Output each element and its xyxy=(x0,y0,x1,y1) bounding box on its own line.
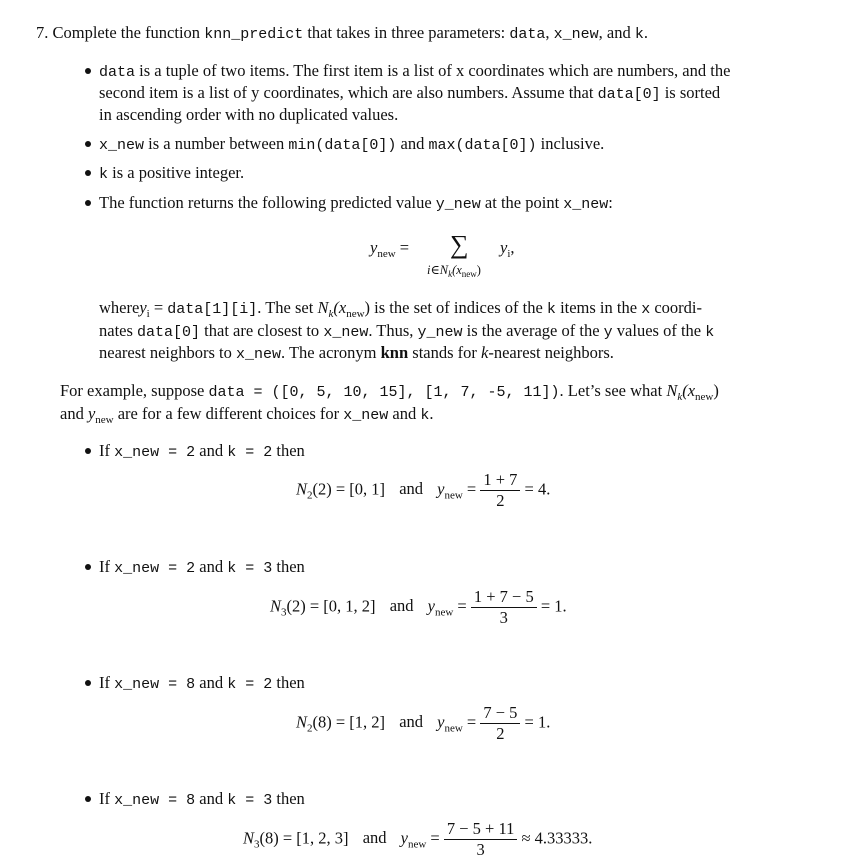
code: k = 2 xyxy=(227,676,273,693)
sigma-index xyxy=(427,262,481,279)
var: k xyxy=(481,343,489,362)
text: . Let’s see what xyxy=(559,381,667,400)
text: For example, suppose xyxy=(60,381,209,400)
text: and xyxy=(396,134,429,153)
result: = 1. xyxy=(540,596,567,616)
text: . Thus, xyxy=(368,321,418,340)
text: that are closest to xyxy=(200,321,324,340)
set: (8) = [1, 2, 3] xyxy=(259,828,349,848)
code: x_new = 2 xyxy=(114,444,196,461)
bullet-dot xyxy=(85,564,91,570)
subscript: i xyxy=(507,248,511,260)
subscript: k xyxy=(677,391,683,403)
text: and xyxy=(195,441,228,460)
formula-lhs xyxy=(370,238,409,260)
paren: ) xyxy=(713,381,719,400)
where-line3 xyxy=(99,343,614,363)
bullet3 xyxy=(99,163,244,183)
text: coordi- xyxy=(650,298,702,317)
denominator: 2 xyxy=(480,490,520,511)
text: and xyxy=(195,789,228,808)
equals: = xyxy=(430,828,440,848)
text: and xyxy=(389,596,414,616)
text: nearest neighbors to xyxy=(99,343,237,362)
code: x_new = 8 xyxy=(114,676,196,693)
param-data: data xyxy=(509,26,546,43)
sigma-symbol: ∑ xyxy=(450,230,469,259)
text: . The acronym xyxy=(281,343,381,362)
comma: , xyxy=(510,238,515,257)
result: ≈ 4.33333. xyxy=(521,828,593,848)
code: k = 3 xyxy=(227,560,273,577)
example-line1 xyxy=(60,381,719,403)
bold-term: knn xyxy=(380,343,409,362)
text: then xyxy=(272,789,305,808)
example-line2 xyxy=(60,404,434,426)
subscript: k xyxy=(448,269,453,279)
var: y xyxy=(500,238,508,257)
bullet1-line2 xyxy=(99,83,720,103)
numerator: 1 + 7 xyxy=(483,470,518,489)
text: second item is a list of y coordinates, which are also numbers. Assume that xyxy=(99,83,598,102)
subscript: k xyxy=(328,308,334,320)
subscript: new xyxy=(444,489,463,502)
text: and xyxy=(388,404,421,423)
case3-condition xyxy=(99,673,305,693)
case1-condition xyxy=(99,441,305,461)
text: and xyxy=(195,557,228,576)
param-xnew: x_new xyxy=(553,26,599,43)
text: and xyxy=(362,828,387,848)
subscript: 3 xyxy=(281,606,287,619)
text: If xyxy=(99,673,115,692)
var: y xyxy=(400,828,408,848)
subscript: 2 xyxy=(307,722,313,735)
code: k = 2 xyxy=(227,444,273,461)
code: x_new xyxy=(343,407,389,424)
var: y xyxy=(370,238,378,257)
period: . xyxy=(643,23,649,42)
denominator: 2 xyxy=(480,723,520,744)
text: inclusive. xyxy=(536,134,605,153)
text: then xyxy=(272,673,305,692)
code: x_new xyxy=(563,196,609,213)
arg: (x xyxy=(682,381,696,400)
equals: = xyxy=(399,238,410,257)
text: If xyxy=(99,789,115,808)
fraction xyxy=(444,819,518,860)
index: i∈N xyxy=(427,263,449,277)
equals: = xyxy=(457,596,467,616)
text: then xyxy=(272,441,305,460)
text: is the average of the xyxy=(462,321,604,340)
equals: = xyxy=(466,479,477,499)
intro-text-2: that takes in three parameters: xyxy=(303,23,510,42)
fraction xyxy=(480,703,520,744)
var: y xyxy=(437,479,445,499)
code: x_new = 2 xyxy=(114,560,196,577)
code: k xyxy=(99,166,109,183)
code: data = ([0, 5, 10, 15], [1, 7, -5, 11]) xyxy=(208,384,560,401)
code: k xyxy=(420,407,430,424)
text: stands for xyxy=(408,343,482,362)
question-heading xyxy=(36,23,648,43)
text: then xyxy=(272,557,305,576)
text: : xyxy=(608,193,613,212)
denominator: 3 xyxy=(444,839,518,860)
question-number: 7. xyxy=(36,23,49,42)
sep: , xyxy=(545,23,554,42)
subscript: 2 xyxy=(307,489,313,502)
set: (2) = [0, 1, 2] xyxy=(286,596,376,616)
text: is sorted xyxy=(660,83,721,102)
param-k: k xyxy=(634,26,644,43)
bullet1-line1 xyxy=(99,61,730,81)
paren: ) xyxy=(364,298,371,317)
bullet-dot xyxy=(85,448,91,454)
text: is a positive integer. xyxy=(108,163,245,182)
var: N xyxy=(296,712,308,732)
code: y_new xyxy=(417,324,463,341)
code: k xyxy=(705,324,715,341)
numerator: 1 + 7 − 5 xyxy=(473,587,534,606)
bullet1-line3: in ascending order with no duplicated values. xyxy=(99,105,399,124)
fraction xyxy=(471,587,537,628)
arg: (x xyxy=(452,263,462,277)
var: y xyxy=(437,712,445,732)
text: and xyxy=(195,673,228,692)
text: are for a few different choices for xyxy=(113,404,344,423)
result: = 4. xyxy=(524,479,551,499)
text: values of the xyxy=(612,321,706,340)
bullet-dot xyxy=(85,141,91,147)
text: is a tuple of two items. The first item is a list of x coordinates which are numbers, and the xyxy=(135,61,731,80)
text: The function returns the following predicted value xyxy=(99,193,436,212)
subscript: new xyxy=(461,269,477,279)
subscript: new xyxy=(407,838,427,851)
subscript: i xyxy=(146,308,150,320)
text: . xyxy=(429,404,434,423)
subscript: new xyxy=(434,606,454,619)
var: N xyxy=(666,381,678,400)
code: data xyxy=(99,64,136,81)
case4-equation xyxy=(243,819,592,860)
text: is the set of indices of the xyxy=(370,298,547,317)
code: y_new xyxy=(435,196,481,213)
code: x_new = 8 xyxy=(114,792,196,809)
bullet4 xyxy=(99,193,613,213)
code: k xyxy=(546,301,556,318)
text: where xyxy=(99,298,140,317)
code: x xyxy=(641,301,651,318)
text: If xyxy=(99,557,115,576)
subscript: new xyxy=(346,308,365,320)
code: data[0] xyxy=(137,324,201,341)
set: (8) = [1, 2] xyxy=(312,712,386,732)
var: N xyxy=(270,596,282,616)
code: data[0] xyxy=(597,86,661,103)
var: y xyxy=(87,404,96,423)
case2-condition xyxy=(99,557,305,577)
bullet2 xyxy=(99,134,604,154)
var: N xyxy=(243,828,255,848)
func-name: knn_predict xyxy=(204,26,304,43)
fraction xyxy=(480,470,520,511)
code: min(data[0]) xyxy=(288,137,397,154)
bullet-dot xyxy=(85,68,91,74)
text: is a number between xyxy=(144,134,289,153)
text: -nearest neighbors. xyxy=(488,343,614,362)
code: k = 3 xyxy=(227,792,273,809)
subscript: new xyxy=(95,414,114,426)
subscript: new xyxy=(444,722,463,735)
sep: , and xyxy=(598,23,635,42)
intro-text: Complete the function xyxy=(52,23,205,42)
text: and xyxy=(399,479,424,499)
var: y xyxy=(427,596,435,616)
bullet-dot xyxy=(85,680,91,686)
text: . The set xyxy=(257,298,318,317)
code: x_new xyxy=(99,137,145,154)
text: items in the xyxy=(555,298,642,317)
case4-condition xyxy=(99,789,305,809)
result: = 1. xyxy=(524,712,551,732)
bullet-dot xyxy=(85,170,91,176)
var: y xyxy=(139,298,147,317)
paren: ) xyxy=(476,263,481,277)
var: N xyxy=(317,298,329,317)
case2-equation xyxy=(270,587,567,628)
arg: (x xyxy=(333,298,347,317)
code: max(data[0]) xyxy=(428,137,537,154)
bullet-dot xyxy=(85,796,91,802)
var: N xyxy=(296,479,308,499)
code: x_new xyxy=(236,346,282,363)
bullet-dot xyxy=(85,200,91,206)
text: nates xyxy=(99,321,138,340)
code: data[1][i] xyxy=(167,301,258,318)
where-line1 xyxy=(99,298,702,320)
code: x_new xyxy=(323,324,369,341)
text: = xyxy=(149,298,168,317)
formula-rhs xyxy=(500,238,515,260)
equals: = xyxy=(466,712,477,732)
text: at the point xyxy=(480,193,564,212)
text: and xyxy=(399,712,424,732)
subscript: new xyxy=(695,391,714,403)
subscript: new xyxy=(377,248,396,260)
set: (2) = [0, 1] xyxy=(312,479,386,499)
where-line2 xyxy=(99,321,714,341)
numerator: 7 − 5 + 11 xyxy=(446,819,515,838)
case1-equation xyxy=(296,470,550,511)
code: y xyxy=(603,324,613,341)
subscript: 3 xyxy=(254,838,260,851)
case3-equation xyxy=(296,703,550,744)
text: and xyxy=(60,404,88,423)
text: If xyxy=(99,441,115,460)
denominator: 3 xyxy=(471,607,537,628)
numerator: 7 − 5 xyxy=(483,703,518,722)
